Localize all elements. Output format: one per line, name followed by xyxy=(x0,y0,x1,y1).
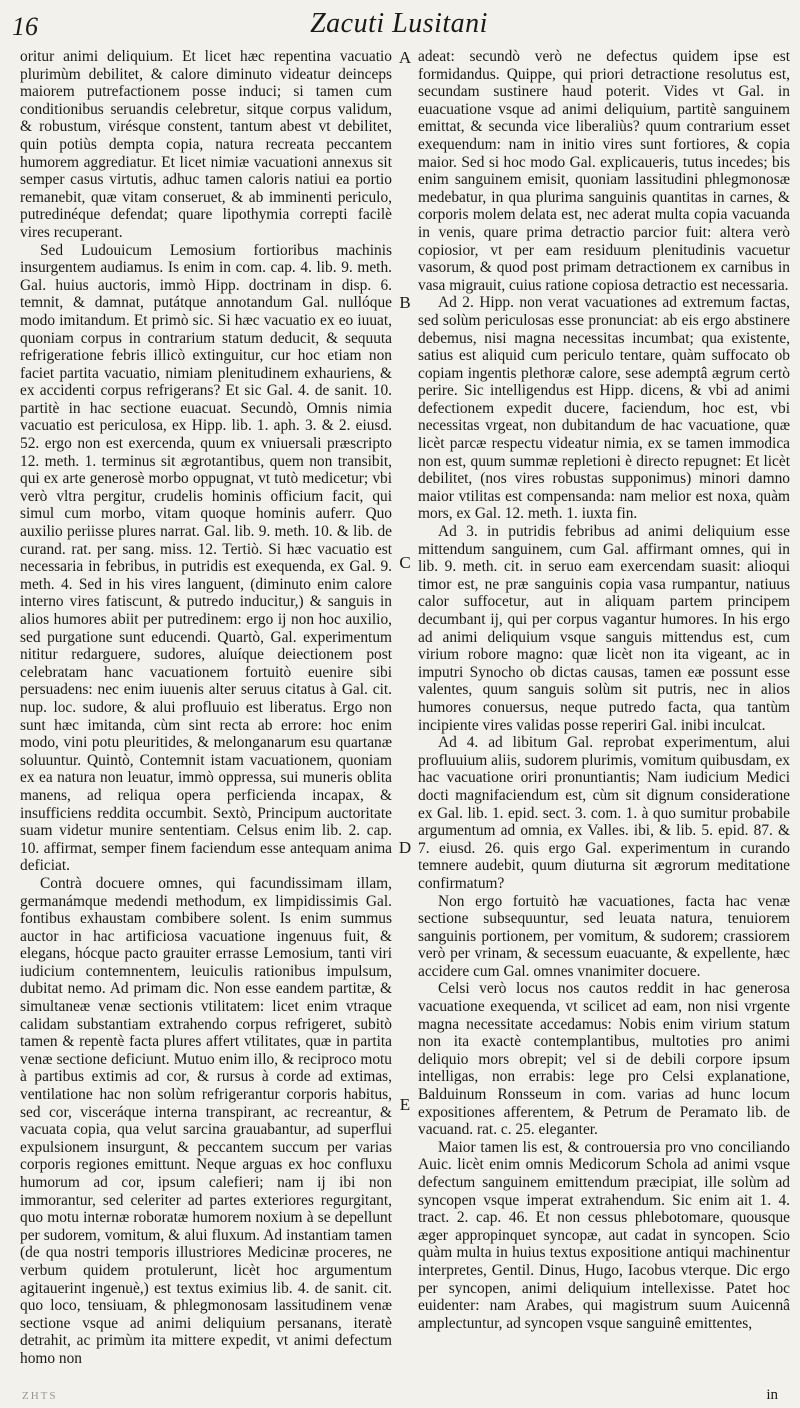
paragraph: Ad 3. in putridis febribus ad animi deliquium esse mittendum sanguinem, cum Gal. affirmant omnes, qui in lib. 9. meth. cit. in seruo eam exercendam suasit: alioqui timor est, ne præ sanguinis copia vasa rumpantur, natiuus calor suffocetur, aut in aliquam partem principem decumbant ij, qui per corpus vagantur humores. In his ergo ad animi deliquium vsque sanguis mittendus est, cum virium robore magno: quæ licèt non ita vigeant, ac in imputri Synocho ob dictas causas, tamen eæ possunt esse valentes, quum sanguis solùm sit putris, nec in alios humores conuersus, neque putredo facta, qua tantùm incipiente vires validas posse reperiri Gal. inibi inculcat. xyxy=(418,523,790,734)
paragraph: Maior tamen lis est, & controuersia pro vno conciliando Auic. licèt enim omnis Medicorum Schola ad animi vsque defectum sanguinem emittendum præcipiat, ille solùm ad syncopen vsque imperat extrahendum. Sic enim ait 1. 4. tract. 2. cap. 46. Et non cessus phlebotomare, quousque æger appropinquet syncopæ, aut cadat in syncopen. Scio quàm multa in huius textus expositione antiqui machinentur interpretes, Gentil. Dinus, Hugo, Iacobus vterque. Dic ergo per syncopen, animi deliquium intellexisse. Patet hoc euidenter: nam Arabes, qui magistrum suum Auicennâ amplectuntur, ad syncopen vsque sanguinê emittentes, xyxy=(418,1138,790,1332)
paragraph: Sed Ludouicum Lemosium fortioribus machinis insurgentem audiamus. Is enim in com. cap. 4. lib. 9. meth. Gal. huius auctoris, immò Hipp. doctrinam in disp. 6. temnit, & damnat, putátque annotandum Gal. nullóque modo imitandum. Et primò sic. Si hæc vacuatio ex eo iuuat, quoniam corpus in contrarium statum deducit, & sequuta refrigeratione febris illicò extinguitur, cur hoc etiam non faciet partita vacuatio, nimiam plenitudinem exhauriens, & ex accidenti corpus refrigerans? Et sic Gal. 4. de sanit. 10. partitè in hac sectione euacuat. Secundò, Omnis nimia vacuatio est periculosa, ex Hipp. lib. 1. aph. 3. & 2. eiusd. 52. ergo non est exercenda, quum ex vniuersali præscripto 12. meth. 1. terminus sit ægrotantibus, quem non transibit, qui ex arte generosè morbo oppugnat, vt tutò medicetur; vbi verò vltra pergitur, crudelis hominis officium facit, qui simul cum morbo, vitam quoque hominis auferr. Quo auxilio periisse plures narrat. Gal. lib. 9. meth. 10. & lib. de curand. rat. per sang. miss. 12. Tertiò. Si hæc vacuatio est necessaria in febribus, in putridis est exequenda, ex Gal. 9. meth. 4. Sed in his vires languent, (diminuto enim calore interno vires fatiscunt, & putredo inducitur,) & sanguis in alios humores abiit per putredinem: ergo ij non hoc auxilio, sed purgatione sunt educendi. Quartò, Gal. experimentum nititur redarguere, sudores, aluíque deiectionem post celebratam hanc vacuationem fortuitò euenire sibi persuadens: nec enim iuuenis alter seruus citatus à Gal. cit. nup. loc. sudore, & alui profluuio est liberatus. Ergo non sunt hæc imitanda, cùm sint recta ab errore: hoc enim modo, vini potu pleuritides, & melonganarum esu quartanæ soluuntur. Quintò, Contemnit istam vacuationem, quoniam ex ea natura non leuatur, immò oppressa, sui muneris oblita manens, ad reliqua opera perficienda incapax, & insufficiens reddita occumbit. Sextò, Principum auctoritate suam videtur munire sententiam. Celsus enim lib. 2. cap. 10. affirmat, semper finem faciendum esse antequam anima deficiat. xyxy=(20,241,392,875)
library-stamp: ZHTS xyxy=(22,1390,58,1402)
running-title: Zacuti Lusitani xyxy=(310,8,488,39)
left-column xyxy=(20,48,392,1368)
page-number: 16 xyxy=(12,12,38,41)
paragraph: Non ergo fortuitò hæ vacuationes, facta hac venæ sectione subsequuntur, sed leuata natura, tenuiorem sanguinis portionem, per vomitum, & sudorem; crassiorem verò per vrinam, & secessum euacuante, & expellente, hæc accidere cum Gal. omnes vnanimiter docuere. xyxy=(418,892,790,980)
paragraph: Celsi verò locus nos cautos reddit in hac generosa vacuatione exequenda, vt scilicet ad eam, non nisi vrgente magna necessitate accedamus: Nobis enim virium statum non ita exactè contemplantibus, multoties pro animi deliquio mors obrepit; vel si de debili corpore ipsum intelligas, non errabis: lege pro Celsi explanatione, Balduinum Ronsseum in com. varias ad hunc locum expositiones afferentem, & Petrum de Peramato lib. de vacuand. rat. c. 25. eleganter. xyxy=(418,980,790,1139)
paragraph: Ad 2. Hipp. non verat vacuationes ad extremum factas, sed solùm periculosas esse pronunciat: ab eis ergo abstinere debemus, nisi magna necessitas incumbat; qua existente, satius est aliquid cum periculo tentare, quàm suffocato ob copiam ingentis plethoræ calore, sese ademptâ ægrum certò perire. Sic intelligendus est Hipp. dicens, & vbi ad animi defectionem expedit ducere, faciendum, hoc est, vbi necessitas vrgeat, non dubitandum de hac vacuatione, quæ licèt parcæ respectu videatur nimia, ex se tamen immodica non est, quum summæ repletioni è directo repugnet: Et licèt debilitet, (nos vires robustas supponimus) minori damno maior vtilitas est compensanda: nam melior est noxa, quàm mors, ex Gal. 12. meth. 1. iuxta fin. xyxy=(418,294,790,523)
catchword: in xyxy=(766,1387,778,1403)
paragraph: Ad 4. ad libitum Gal. reprobat experimentum, alui profluuium aliis, sudorem plurimis, vomitum quibusdam, ex hac vacuatione oriri pronuntiantis; Nam iudicium Medici docti magnifaciendum est, cùm sit dignum consideratione ex Gal. lib. 1. epid. sect. 3. com. 1. à quo sumitur probabile argumentum ad omnia, ex Valles. ibi, & lib. 5. epid. 87. & 7. eiusd. 26. quis ergo Gal. experimentum in curando temnere audebit, quum diuturna sit ægrorum meditatione confirmatum? xyxy=(418,734,790,892)
margin-letter-b: B xyxy=(399,293,411,312)
paragraph: oritur animi deliquium. Et licet hæc repentina vacuatio plurimùm debilitet, & calore diminuto videatur deinceps maiorem putrefactionem posse induci; si tamen cum conditionibus seruandis celebretur, sitque corpus validum, & robustum, virésque constent, tantum abest vt debilitet, quin potiùs dempta copia, natura recreata peccantem humorem aggrediatur. Et licet nimiæ vacuationi annexus sit semper casus virtutis, adhuc tamen caloris natiui ea portio remanebit, quæ vitam conseruet, & ab imminenti periculo, putredinéque defendat; quare lipothymia correpti facilè vires recuperant. xyxy=(20,48,392,241)
margin-letter-d: D xyxy=(398,838,412,857)
paragraph: Contrà docuere omnes, qui facundissimam illam, germanámque medendi methodum, ex limpidissimis Gal. fontibus exhaustam combibere solent. Is enim summus auctor in hac artificiosa vacuatione ingenuus fuit, & elegans, hócque pacto grauiter errasse Lemosium, tanti viri iudicium contemnentem, leuiculis rationibus impulsum, dubitat nemo. Ad primam dic. Non esse eandem partitæ, & simultaneæ venæ sectionis vtilitatem: licet enim vtraque calidam substantiam extrahendo corpus refrigeret, subitò tamen & repentè facta plures affert vtilitates, quæ in partita venæ sectione deficiunt. Mutuo enim illo, & reciproco motu à partibus extimis ad cor, & rursus à corde ad extimas, ventilatione hac non solùm refrigerantur corporis habitus, sed cor, visceráque interna transpirant, ac recreantur, & vacuata copia, qua velut sarcina grauabantur, ad superflui expulsionem insurgunt, & peccantem succum per varias corporis regiones emittunt. Neque arguas ex hoc confluxu humorum ad cor, ipsum calefieri; nam ij ibi non immorantur, sed celeriter ad partes exteriores regurgitant, quo motu internæ roboratæ humorem noxium à se depellunt per sudorem, vomitum, & alui fluxum. Ad instantiam tamen (de qua nostri temporis illustriores Medicinæ proceres, ne verbum quidem protulerunt, licèt hoc argumentum agitauerint ingenuè,) est textus eximius lib. 4. de sanit. cit. quo loco, tensiuam, & phlegmonosam lassitudinem venæ sectione vsque ad animi deliquium persanans, iteratè detrahit, ac primùm ita mittere expedit, vt animi defectum homo non xyxy=(20,874,392,1367)
margin-letter-c: C xyxy=(399,553,411,572)
margin-letter-a: A xyxy=(398,48,412,67)
right-column xyxy=(418,48,790,1332)
margin-letter-e: E xyxy=(399,1095,411,1114)
page-header xyxy=(12,6,786,46)
paragraph: adeat: secundò verò ne defectus quidem ipse est formidandus. Quippe, qui priori detractione resolutus est, secundam sustinere haud poterit. Vides vt Gal. in euacuatione vsque ad animi deliquium, partitè sanguinem emittat, & secunda vice liberaliùs? quum contrarium esset exequendum: nam in initio vires sunt fortiores, & copia maior. Sed si hoc modo Gal. explicaueris, tutus incedes; bis enim sanguinem emisit, quoniam lassitudini phlegmonosæ medebatur, in qua plurima sanguinis quantitas in carnes, & corporis molem delata est, nec aderat multa copia vacuanda in venis, quare prima detractio parcior fuit: altera verò copiosior, vt per eam residuum plenitudinis vacuetur vasorum, & quod post primam detractionem ex carnibus in vasa migrauit, cuius ratione copiosa detractio est necessaria. xyxy=(418,48,790,294)
